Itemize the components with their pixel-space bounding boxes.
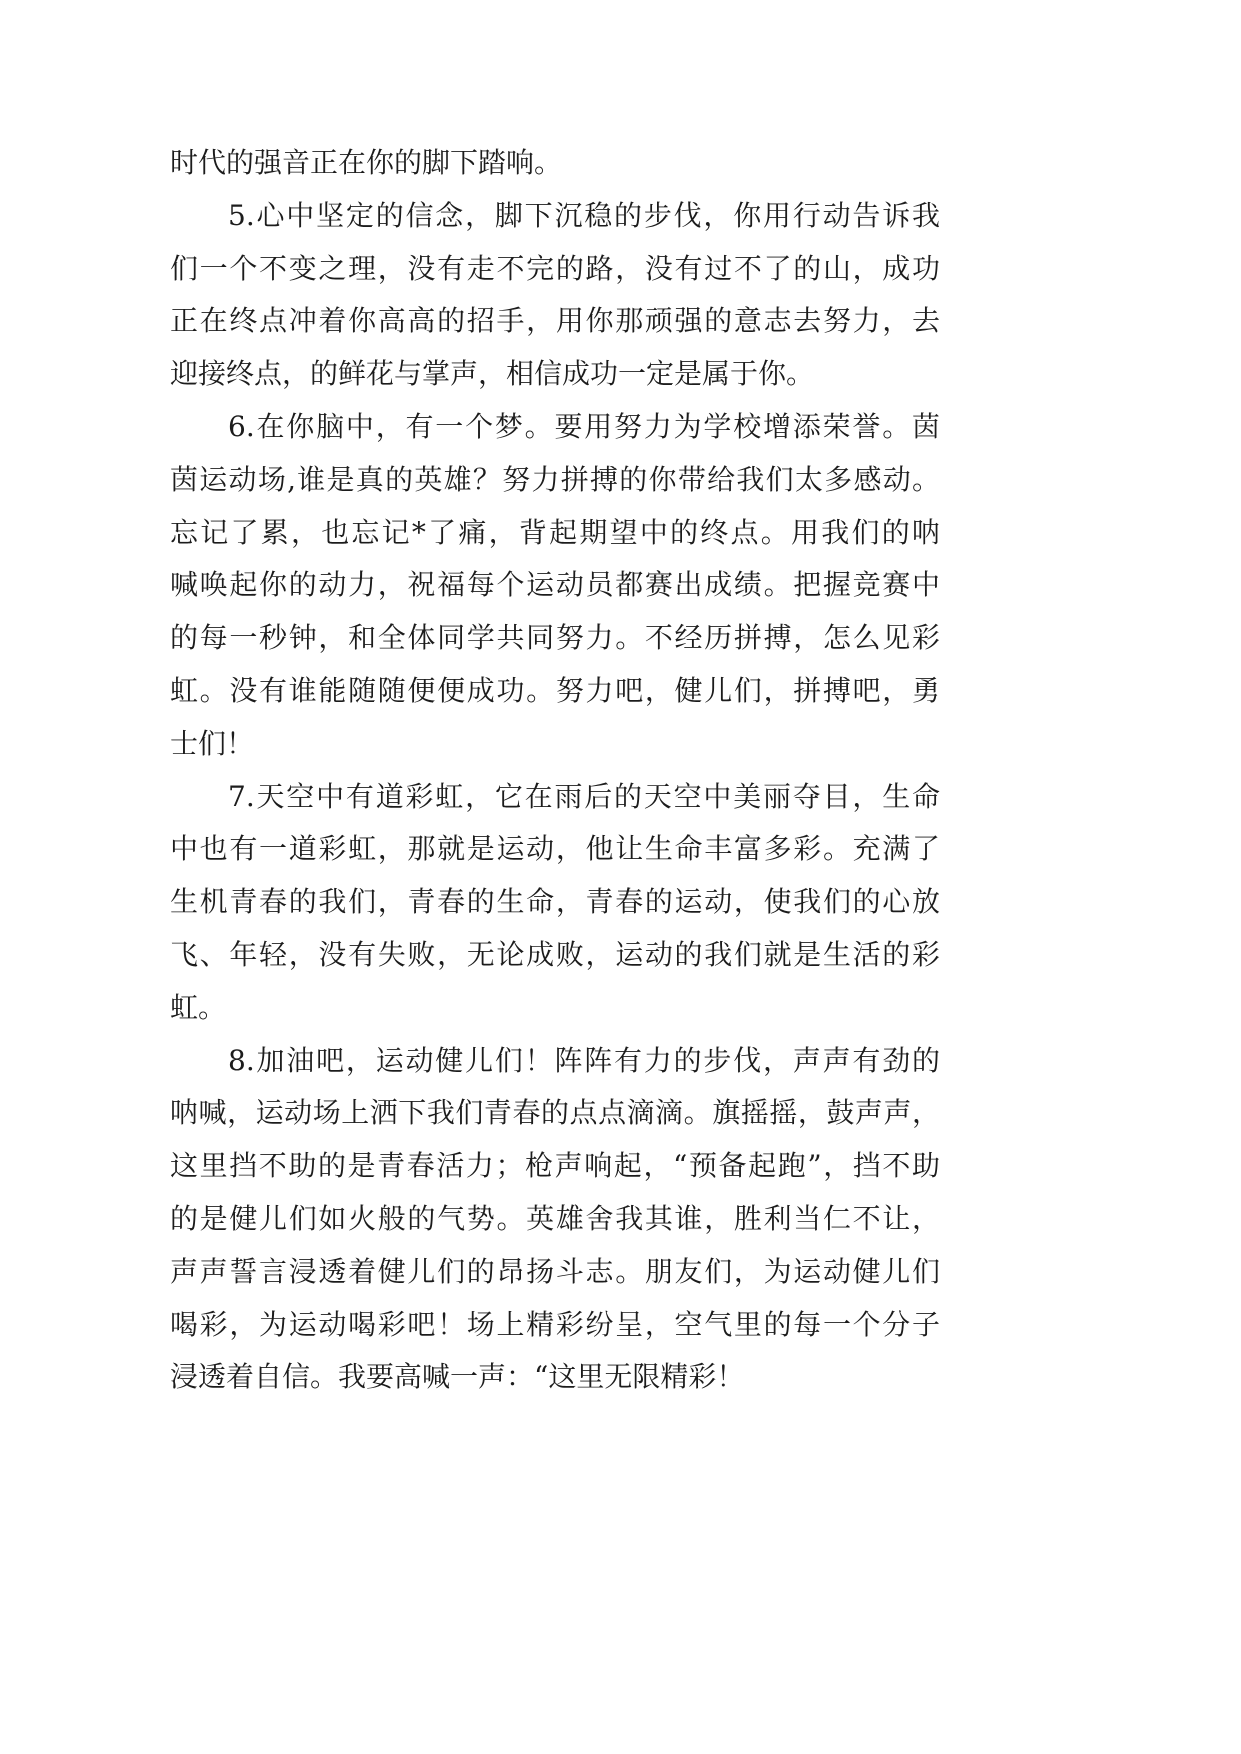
text-line: 呐喊，运动场上洒下我们青春的点点滴滴。旗摇摇，鼓声声， [170,1096,940,1130]
paragraph-5 [170,190,940,401]
text-line: 正在终点冲着你高高的招手，用你那顽强的意志去努力，去 [170,304,940,338]
text-line: 的每一秒钟，和全体同学共同努力。不经历拼搏，怎么见彩 [170,621,940,655]
text-line: 虹。没有谁能随随便便成功。努力吧，健儿们，拼搏吧，勇 [170,673,940,707]
text-line: 时代的强音正在你的脚下踏响。 [170,146,563,179]
paragraph-7 [170,771,940,1035]
text-line: 虹。 [170,990,227,1024]
text-line: 忘记了累，也忘记*了痛，背起期望中的终点。用我们的呐 [170,515,940,549]
text-line: 的是健儿们如火般的气势。英雄舍我其谁，胜利当仁不让， [170,1201,940,1235]
paragraph-8 [170,1035,940,1405]
body-text [170,137,940,1404]
text-line: 生机青春的我们，青春的生命，青春的运动，使我们的心放 [170,885,940,919]
text-line: 士们！ [170,726,255,760]
text-line: 飞、年轻，没有失败，无论成败，运动的我们就是生活的彩 [170,937,940,971]
text-line: 喝彩，为运动喝彩吧！场上精彩纷呈，空气里的每一个分子 [170,1307,940,1341]
text-line: 7.天空中有道彩虹，它在雨后的天空中美丽夺目，生命 [228,779,940,813]
text-line: 茵运动场,谁是真的英雄？努力拼搏的你带给我们太多感动。 [170,462,940,496]
text-line: 中也有一道彩虹，那就是运动，他让生命丰富多彩。充满了 [170,832,940,866]
text-line: 这里挡不助的是青春活力；枪声响起，“预备起跑”，挡不助 [170,1149,940,1183]
text-line: 5.心中坚定的信念，脚下沉稳的步伐，你用行动告诉我 [228,198,940,232]
text-line: 喊唤起你的动力，祝福每个运动员都赛出成绩。把握竞赛中 [170,568,940,602]
text-line: 们一个不变之理，没有走不完的路，没有过不了的山，成功 [170,251,940,285]
paragraph-6 [170,401,940,771]
paragraph-continuation [170,137,940,190]
text-line: 8.加油吧，运动健儿们！阵阵有力的步伐，声声有劲的 [228,1043,940,1077]
text-line: 声声誓言浸透着健儿们的昂扬斗志。朋友们，为运动健儿们 [170,1254,940,1288]
text-line: 6.在你脑中，有一个梦。要用努力为学校增添荣誉。茵 [228,409,940,443]
text-line: 迎接终点，的鲜花与掌声，相信成功一定是属于你。 [170,357,815,391]
text-line: 浸透着自信。我要高喊一声：“这里无限精彩！ [170,1360,745,1394]
